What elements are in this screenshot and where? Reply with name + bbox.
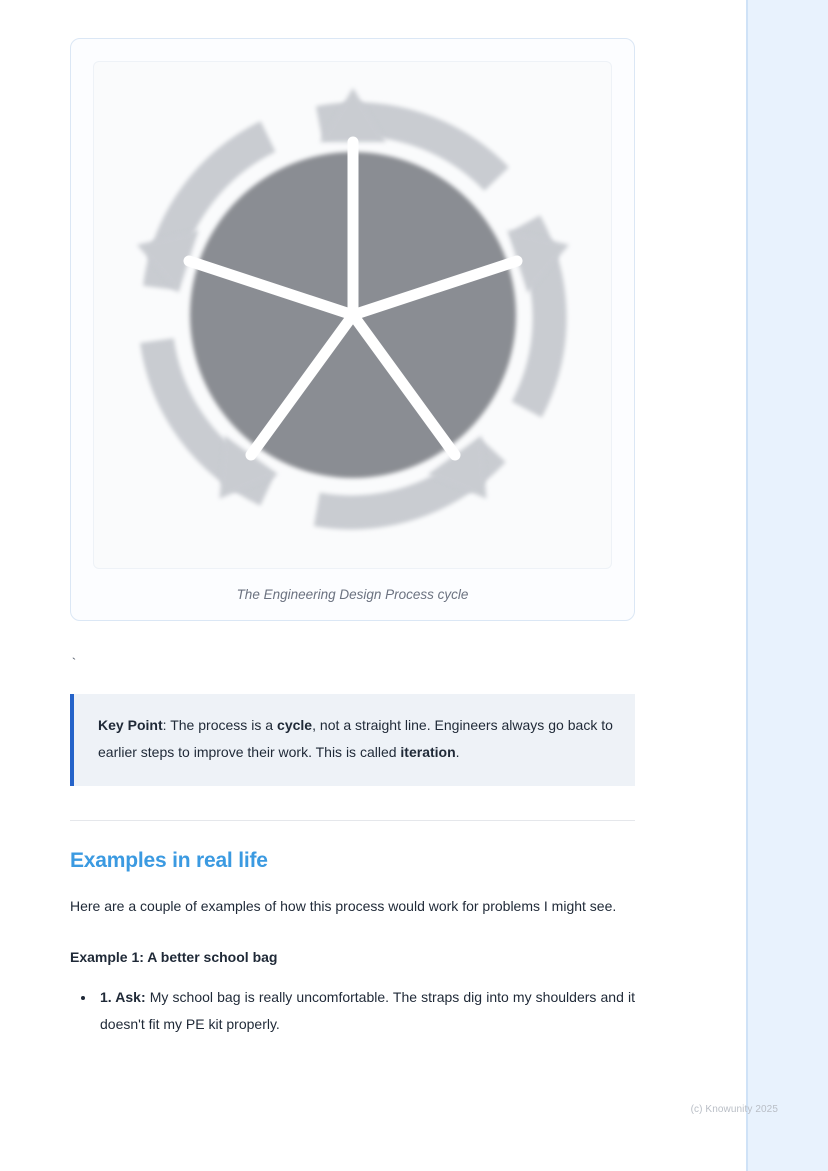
stray-backtick-text: ` <box>70 656 78 671</box>
engineering-design-process-cycle-icon <box>118 80 588 550</box>
figure-card <box>70 38 635 621</box>
key-point-callout <box>70 694 635 786</box>
key-point-label: Key Point <box>98 717 163 733</box>
section-divider <box>70 820 635 821</box>
key-point-text-3: . <box>455 744 460 760</box>
step-text: My school bag is really uncomfortable. The straps dig into my shoulders and it doesn't fit my PE kit properly. <box>100 989 635 1032</box>
figure-image-area <box>93 61 612 569</box>
section-intro-paragraph: Here are a couple of examples of how this process would work for problems I might see. <box>70 898 617 914</box>
document-page <box>70 0 635 1038</box>
key-point-text-2: , not a straight line. Engineers always go back to earlier steps to improve their work. This is called <box>98 717 613 760</box>
key-point-emphasis-iteration: iteration <box>400 744 456 760</box>
list-item <box>96 984 635 1038</box>
step-label: 1. Ask: <box>100 989 146 1005</box>
example-heading: Example 1: A better school bag <box>70 949 278 965</box>
example-step-list <box>70 984 635 1038</box>
figure-caption: The Engineering Design Process cycle <box>236 587 469 602</box>
section-heading-examples: Examples in real life <box>70 849 268 872</box>
key-point-text-1: : The process is a <box>162 717 278 733</box>
right-sidebar-rail <box>690 0 828 1171</box>
key-point-emphasis-cycle: cycle <box>277 717 313 733</box>
key-point-paragraph <box>98 712 613 766</box>
copyright-watermark: (c) Knowunity 2025 <box>690 1104 778 1115</box>
